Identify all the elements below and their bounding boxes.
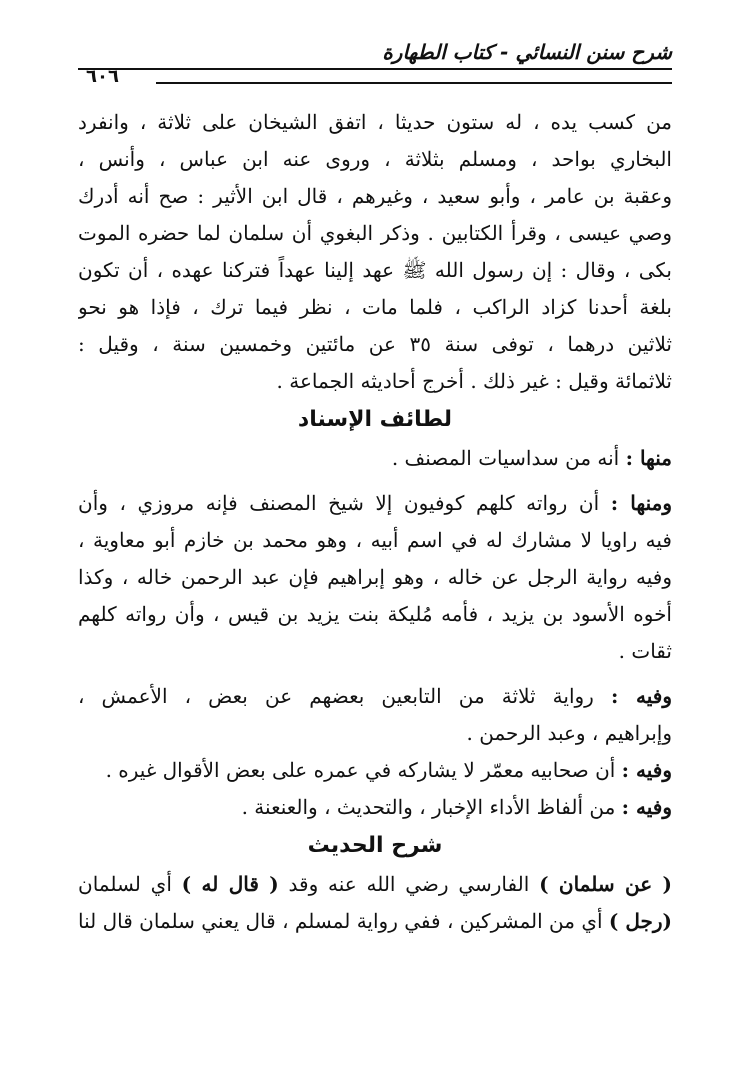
commentary-line (78, 866, 672, 903)
item-text: أنه من سداسيات المصنف . (391, 446, 626, 470)
header-rule (78, 68, 672, 70)
page-number-rule (156, 82, 672, 84)
commentary-text: أي لسلمان (78, 872, 182, 896)
text-line: البخاري بواحد ، ومسلم بثلاثة ، وروى عنه ابن عباس ، وأنس ، (78, 147, 672, 171)
commentary-text: أي من المشركين ، ففي رواية لمسلم ، قال يعني سلمان قال لنا (78, 909, 609, 933)
page-number: ٦٠٦ (86, 66, 119, 87)
text-line: أخوه الأسود بن يزيد ، فأمه مُليكة بنت يزيد بن قيس ، وأن رواته كلهم (78, 602, 672, 626)
text-line: وعقبة بن عامر ، وأبو سعيد ، وغيرهم ، قال ابن الأثير : صح أنه أدرك (78, 184, 672, 208)
commentary-line (78, 903, 672, 940)
item-lead: وفيه : (621, 795, 672, 819)
commentary-text: الفارسي رضي الله عنه وقد (278, 872, 540, 896)
item-text: رواية ثلاثة من التابعين بعضهم عن بعض ، الأعمش ، (78, 684, 611, 708)
item-lead: وفيه : (610, 684, 672, 708)
text-line: من كسب يده ، له ستون حديثا ، اتفق الشيخان على ثلاثة ، وانفرد (78, 110, 672, 134)
book-title: شرح سنن النسائي - كتاب الطهارة (382, 40, 672, 64)
section-heading-isnad: لطائف الإسناد (297, 407, 453, 432)
item-line (78, 440, 672, 477)
item-line (78, 678, 672, 715)
item-text: أن صحابيه معمّر لا يشاركه في عمره على بعض الأقوال غيره . (105, 758, 622, 782)
item-line (78, 485, 672, 522)
item-line (78, 752, 672, 789)
item-lead: وفيه : (621, 758, 672, 782)
section-heading-sharh: شرح الحديث (307, 833, 443, 858)
item-lead: منها : (625, 446, 672, 470)
text-line: وإبراهيم ، وعبد الرحمن . (466, 721, 672, 745)
body-text (78, 104, 672, 940)
text-line: وصي عيسى ، وقرأ الكتابين . وذكر البغوي أن سلمان لما حضره الموت (78, 221, 672, 245)
quoted-phrase: ( عن سلمان ) (539, 872, 672, 896)
text-line: بكى ، وقال : إن رسول الله ﷺ عهد إلينا عهداً فتركنا عهده ، أن تكون (78, 258, 672, 282)
item-line (78, 789, 672, 826)
text-line: ثلاثمائة وقيل : غير ذلك . أخرج أحاديثه الجماعة . (276, 369, 672, 393)
item-text: من ألفاظ الأداء الإخبار ، والتحديث ، والعنعنة . (241, 795, 622, 819)
quoted-phrase: ( قال له ) (181, 872, 279, 896)
item-lead: ومنها : (610, 491, 672, 515)
text-line: ثلاثين درهما ، توفى سنة ٣٥ عن مائتين وخمسين سنة ، وقيل : (78, 332, 672, 356)
quoted-phrase: (رجل ) (608, 909, 672, 933)
item-text: أن رواته كلهم كوفيون إلا شيخ المصنف فإنه مروزي ، وأن (78, 491, 611, 515)
text-line: فيه راويا لا مشارك له في اسم أبيه ، وهو محمد بن خازم أبو معاوية ، (78, 528, 672, 552)
page-number-row (78, 66, 672, 88)
text-line: ثقات . (618, 639, 672, 663)
running-header (78, 40, 672, 87)
text-line: بلغة أحدنا كزاد الراكب ، فلما مات ، نظر فيما ترك ، فإذا هو نحو (78, 295, 672, 319)
text-line: وفيه رواية الرجل عن خاله ، وهو إبراهيم فإن عبد الرحمن خاله ، وكذا (78, 565, 672, 589)
